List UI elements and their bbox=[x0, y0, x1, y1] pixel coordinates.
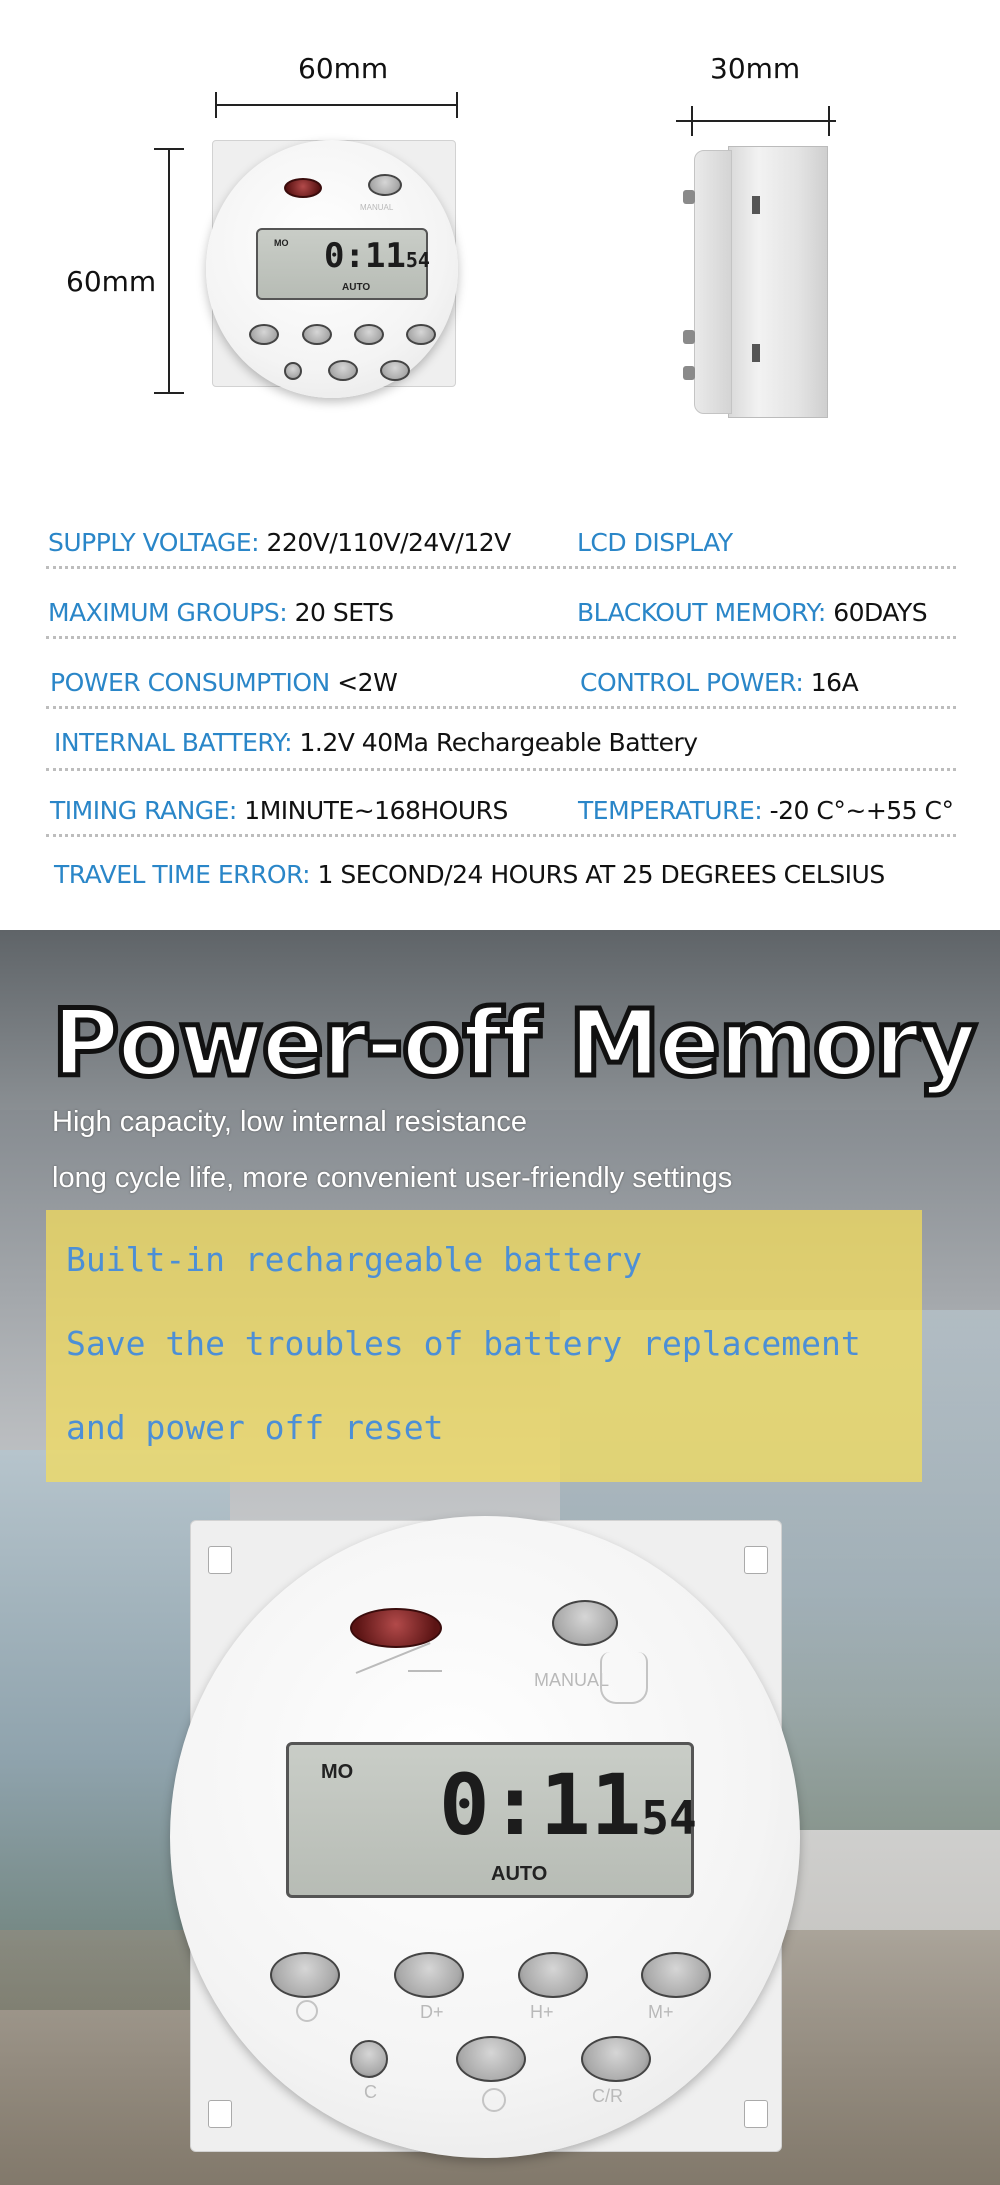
clock-icon bbox=[296, 2000, 318, 2022]
front-width-line bbox=[215, 104, 458, 106]
side-device-body bbox=[728, 146, 828, 418]
spec-item: INTERNAL BATTERY: 1.2V 40Ma Rechargeable Battery bbox=[54, 728, 698, 757]
lcd-auto-label: AUTO bbox=[491, 1863, 548, 1885]
spec-item: TRAVEL TIME ERROR: 1 SECOND/24 HOURS AT 25 DEGREES CELSIUS bbox=[54, 860, 885, 889]
bullet-text: and power off reset bbox=[66, 1408, 444, 1447]
clock-icon bbox=[482, 2088, 506, 2112]
front-device-manual-button bbox=[368, 174, 402, 196]
large-device-manual-button bbox=[552, 1600, 618, 1646]
front-height-label: 60mm bbox=[66, 265, 157, 298]
spec-item: CONTROL POWER: 16A bbox=[580, 668, 859, 697]
bullet-text: Save the troubles of battery replacement bbox=[66, 1324, 861, 1363]
front-device-lcd: MO 0:1154 AUTO bbox=[256, 228, 428, 300]
large-device-lcd bbox=[286, 1742, 697, 1898]
subtitle-1: High capacity, low internal resistance bbox=[52, 1106, 527, 1138]
highlight-box bbox=[46, 1210, 922, 1482]
lcd-mode-label: MO bbox=[321, 1761, 354, 1783]
hand-icon bbox=[600, 1652, 648, 1704]
spec-item: BLACKOUT MEMORY: 60DAYS bbox=[577, 598, 928, 627]
subtitle-2: long cycle life, more convenient user-friendly settings bbox=[52, 1162, 733, 1194]
bullet-text: Built-in rechargeable battery bbox=[66, 1240, 643, 1279]
side-depth-line bbox=[676, 120, 836, 122]
large-device-button bbox=[581, 2036, 651, 2082]
large-device-button bbox=[394, 1952, 464, 1998]
front-width-label: 60mm bbox=[298, 52, 389, 85]
large-device-button bbox=[456, 2036, 526, 2082]
spec-item: POWER CONSUMPTION <2W bbox=[50, 668, 398, 697]
manual-label: MANUAL bbox=[534, 1670, 610, 1690]
side-device-face bbox=[694, 150, 732, 414]
spec-item: LCD DISPLAY bbox=[577, 528, 733, 557]
lcd-time: 0:1154 bbox=[439, 1756, 697, 1854]
spec-item: TEMPERATURE: -20 C°~+55 C° bbox=[578, 796, 954, 825]
front-height-line bbox=[168, 148, 170, 393]
large-device-button bbox=[270, 1952, 340, 1998]
large-device-small-button bbox=[350, 2040, 388, 2078]
spec-item: SUPPLY VOLTAGE: 220V/110V/24V/12V bbox=[48, 528, 511, 557]
spec-item: TIMING RANGE: 1MINUTE~168HOURS bbox=[50, 796, 508, 825]
headline: Power-off Memory bbox=[52, 990, 976, 1097]
large-device-button bbox=[641, 1952, 711, 1998]
feature-banner: Power-off Memory High capacity, low internal resistance long cycle life, more convenient user-friendly settings Built-in rechargeable battery Save the troubles of battery replacement and power off reset MANUAL MO 0:1154 AUTO D+ H+ M+ C C/R bbox=[0, 930, 1000, 2185]
side-depth-label: 30mm bbox=[710, 52, 801, 85]
spec-item: MAXIMUM GROUPS: 20 SETS bbox=[48, 598, 394, 627]
front-device-led bbox=[284, 178, 322, 198]
large-device-button bbox=[518, 1952, 588, 1998]
